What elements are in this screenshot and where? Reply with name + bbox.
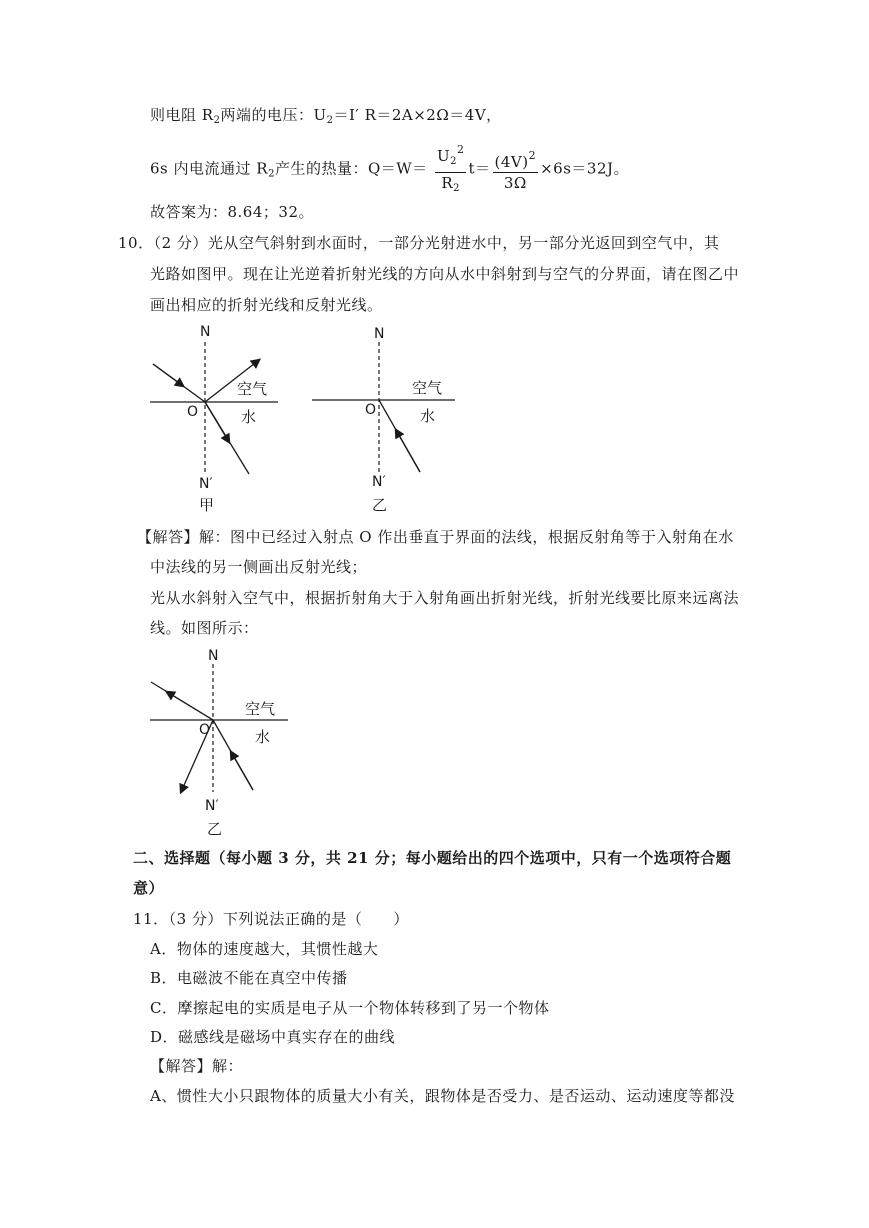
question-10-line-3: 画出相应的折射光线和反射光线。 — [150, 296, 383, 314]
figure-yi — [310, 320, 460, 520]
label-o: O — [199, 722, 211, 738]
refracted-arrow — [167, 692, 213, 720]
option-c: C．摩擦起电的实质是电子从一个物体转移到了另一个物体 — [150, 999, 550, 1017]
solution-10-line-3: 光从水斜射入空气中，根据折射角大于入射角画出折射光线，折射光线要比原来远离法 — [150, 589, 740, 607]
incident-arrow — [153, 364, 183, 386]
label-n: N — [200, 324, 211, 340]
solution-10-line-2: 中法线的另一侧画出反射光线； — [150, 558, 368, 576]
caption-yi: 乙 — [372, 496, 388, 514]
fraction-4v-over-3ohm: $\frac{(4V)^2}{3\Omega}$ — [493, 146, 539, 193]
label-o: O — [365, 402, 377, 418]
figure-jia — [145, 320, 285, 520]
solution-10-line-1: 【解答】解：图中已经过入射点 O 作出垂直于界面的法线，根据反射角等于入射角在水 — [137, 528, 734, 546]
section-2-heading-line-1: 二、选择题（每小题 3 分，共 21 分；每小题给出的四个选项中，只有一个选项符合题 — [133, 849, 732, 867]
solution-11-heading: 【解答】解： — [150, 1057, 244, 1075]
label-n-prime: N′ — [372, 474, 386, 490]
question-11: 11．（3 分）下列说法正确的是（ ） — [133, 910, 409, 928]
solution-11-line-a: A、惯性大小只跟物体的质量大小有关，跟物体是否受力、是否运动、运动速度等都没 — [150, 1087, 735, 1105]
label-water: 水 — [241, 408, 257, 426]
option-b: B．电磁波不能在真空中传播 — [150, 969, 348, 987]
label-air: 空气 — [237, 380, 268, 398]
answer-line: 故答案为：8.64；32。 — [150, 203, 314, 221]
label-air: 空气 — [412, 379, 443, 397]
refracted-arrow — [205, 402, 229, 442]
label-air: 空气 — [245, 700, 276, 718]
solution-line-voltage: 则电阻 $R_2$两端的电压：$U_2=I'$ R＝2A×2Ω＝4V， — [150, 106, 502, 126]
solution-line-heat: 6s 内电流通过 $R_2$产生的热量：Q＝W＝ $\frac{U_2^2}{R_2}$ t＝ $\frac{(4V)^2}{3\Omega}$ ×6s＝32J。 — [150, 140, 629, 199]
caption-jia: 甲 — [199, 496, 215, 514]
label-n: N — [208, 648, 219, 664]
figure-answer — [145, 642, 295, 842]
question-10-line-1: 10．（2 分）光从空气斜射到水面时，一部分光射进水中，另一部分光返回到空气中，其 — [118, 234, 720, 252]
label-water: 水 — [255, 728, 271, 746]
label-water: 水 — [420, 407, 436, 425]
incident-arrow — [231, 752, 253, 790]
label-n: N — [374, 326, 385, 342]
section-2-heading-line-2: 意） — [133, 879, 165, 897]
question-10-line-2: 光路如图甲。现在让光逆着折射光线的方向从水中斜射到与空气的分界面，请在图乙中 — [150, 265, 740, 283]
solution-10-line-4: 线。如图所示： — [150, 619, 259, 637]
label-n-prime: N′ — [205, 798, 219, 814]
incident-arrow — [396, 430, 420, 472]
fraction-u2-over-r2: $\frac{U_2^2}{R_2}$ — [435, 140, 467, 199]
label-o: O — [187, 404, 199, 420]
option-a: A．物体的速度越大，其惯性越大 — [150, 940, 379, 958]
label-n-prime: N′ — [199, 476, 213, 492]
option-d: D．磁感线是磁场中真实存在的曲线 — [150, 1028, 396, 1046]
caption-answer: 乙 — [207, 820, 223, 838]
